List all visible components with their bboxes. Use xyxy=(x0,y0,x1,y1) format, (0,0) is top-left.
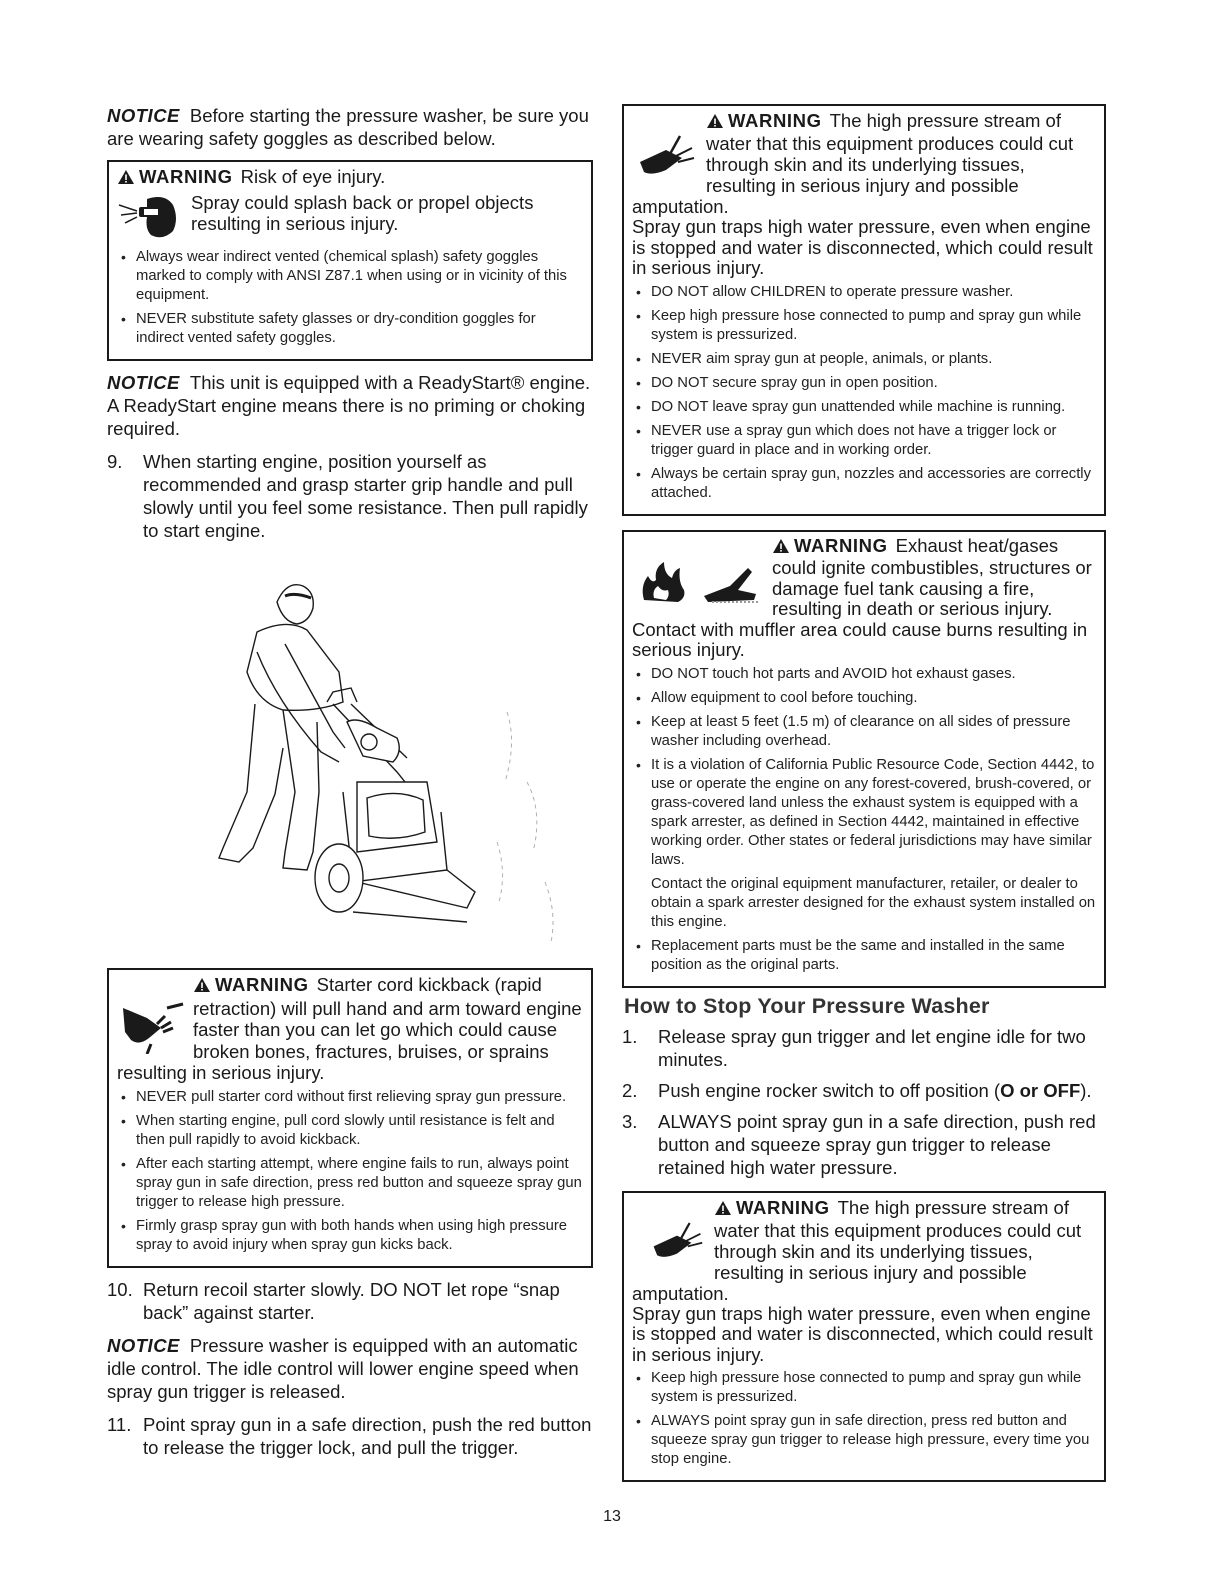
warning-high-pressure-stream xyxy=(622,104,1106,516)
list-item: • NEVER use a spray gun which does not have a trigger lock or trigger guard in place and in working order. xyxy=(632,422,1098,460)
warning-label: WARNING xyxy=(794,534,888,556)
step-number: 10. xyxy=(107,1278,133,1300)
section-heading: How to Stop Your Pressure Washer xyxy=(624,993,990,1018)
warning-head: The high pressure stream of water that this equipment produces could cut through skin and its underlying tissues, resulting in serious injury and possible amputation. xyxy=(632,110,1074,217)
list-item: • Keep at least 5 feet (1.5 m) of clearance on all sides of pressure washer including overhead. xyxy=(632,713,1098,751)
list-item: • NEVER aim spray gun at people, animals, or plants. xyxy=(632,350,1098,369)
step-text: When starting engine, position yourself as recommended and grasp starter grip handle and pull slowly until you feel some resistance. Then pull rapidly to start engine. xyxy=(143,451,588,541)
warning-head: Risk of eye injury. xyxy=(240,166,386,187)
step-text: Return recoil starter slowly. DO NOT let rope “snap back” against starter. xyxy=(143,1278,560,1323)
kickback-hand-icon xyxy=(121,998,187,1059)
list-item: • Always be certain spray gun, nozzles and accessories are correctly attached. xyxy=(632,465,1098,503)
page-number: 13 xyxy=(603,1508,621,1525)
warning-body: Spray could splash back or propel objects resulting in serious injury. xyxy=(191,192,534,234)
step-text-after: ). xyxy=(1080,1079,1092,1101)
step-bold-text: O or OFF xyxy=(1000,1079,1081,1101)
step-text: Release spray gun trigger and let engine idle for two minutes. xyxy=(658,1025,1086,1070)
step-10 xyxy=(107,1278,593,1324)
warning-triangle-icon xyxy=(772,538,790,559)
list-item: • DO NOT touch hot parts and AVOID hot exhaust gases. xyxy=(632,665,1098,684)
stop-step-2 xyxy=(622,1079,1106,1102)
warning-label: WARNING xyxy=(736,1196,830,1218)
warning-body: Spray gun traps high water pressure, even when engine is stopped and water is disconnected, which could result in serious injury. xyxy=(632,216,1093,278)
list-item: • Replacement parts must be the same and installed in the same position as the original parts. xyxy=(632,937,1098,975)
step-9 xyxy=(107,450,593,542)
warning-stream-list xyxy=(632,283,1098,503)
warning-eye-list xyxy=(117,248,585,348)
step-number: 9. xyxy=(107,451,123,472)
step-text: Point spray gun in a safe direction, push the red button to release the trigger lock, and pull the trigger. xyxy=(143,1413,592,1458)
warning-kickback xyxy=(107,968,593,1268)
list-item: • ALWAYS point spray gun in safe direction, press red button and squeeze spray gun trigger to release high pressure, every time you stop engine. xyxy=(632,1412,1098,1469)
spray-injection-icon xyxy=(636,132,696,185)
warning-exhaust xyxy=(622,530,1106,988)
step-number: 1. xyxy=(622,1025,638,1047)
warning-kickback-list xyxy=(117,1088,585,1255)
list-item: • NEVER pull starter cord without first relieving spray gun pressure. xyxy=(117,1088,585,1107)
warning-body: Contact with muffler area could cause burns resulting in serious injury. xyxy=(632,618,1088,660)
operator-illustration xyxy=(107,552,593,962)
list-item: • It is a violation of California Public Resource Code, Section 4442, to use or operate the engine on any forest-covered, brush-covered, or grass-covered land unless the exhaust system is equipped with a spark arrester, as defined in Section 4442, maintained in effective working order. Other states or federal jurisdictions may have similar laws. xyxy=(632,756,1098,870)
warning-triangle-icon xyxy=(117,168,135,189)
warning-high-pressure-stream-2 xyxy=(622,1191,1106,1483)
warning-label: WARNING xyxy=(728,110,822,131)
list-item: • Allow equipment to cool before touching. xyxy=(632,689,1098,708)
list-item: • Firmly grasp spray gun with both hands when using high pressure spray to avoid injury when spray gun kicks back. xyxy=(117,1217,585,1255)
warning-label: WARNING xyxy=(215,974,309,995)
list-item: • Keep high pressure hose connected to pump and spray gun while system is pressurized. xyxy=(632,1369,1098,1407)
step-text: Push engine rocker switch to off position ( xyxy=(658,1079,1001,1101)
notice-label: NOTICE xyxy=(107,105,180,126)
stop-step-3 xyxy=(622,1110,1106,1179)
list-item: • DO NOT leave spray gun unattended while machine is running. xyxy=(632,398,1098,417)
goggles-splash-icon xyxy=(117,193,183,246)
warning-label: WARNING xyxy=(139,166,233,187)
list-item: • Always wear indirect vented (chemical splash) safety goggles marked to comply with ANSI Z87.1 when using or in vicinity of this equipment. xyxy=(117,248,585,305)
warning-head: Starter cord kickback (rapid retraction) will pull hand and arm toward engine faster than you can let go which could cause broken bones, fractures, bruises, or sprains resulting in serious injury. xyxy=(117,974,582,1083)
notice-text: This unit is equipped with a ReadyStart® engine. A ReadyStart engine means there is no priming or choking required. xyxy=(107,372,591,439)
warning-eye-injury xyxy=(107,160,593,361)
warning-head: The high pressure stream of water that this equipment produces could cut through skin and its underlying tissues, resulting in serious injury and possible amputation. xyxy=(632,1196,1082,1304)
warning-triangle-icon xyxy=(706,112,724,133)
left-column xyxy=(107,104,593,1469)
fire-burn-icon xyxy=(638,560,762,609)
warning-stream2-list xyxy=(632,1369,1098,1469)
warning-exhaust-list-end xyxy=(632,937,1098,975)
right-column xyxy=(622,104,1106,1482)
spray-injection-icon xyxy=(650,1219,704,1268)
notice-idle-control xyxy=(107,1334,593,1403)
notice-text: Pressure washer is equipped with an automatic idle control. The idle control will lower engine speed when spray gun trigger is released. xyxy=(107,1334,579,1402)
step-text: ALWAYS point spray gun in a safe direction, push red button and squeeze spray gun trigger to release retained high water pressure. xyxy=(658,1110,1096,1178)
warning-body: Spray gun traps high water pressure, even when engine is stopped and water is disconnected, which could result in serious injury. xyxy=(632,1302,1093,1365)
step-number: 3. xyxy=(622,1110,638,1132)
step-number: 2. xyxy=(622,1079,638,1101)
warning-triangle-icon xyxy=(714,1199,732,1220)
step-number: 11. xyxy=(107,1413,132,1435)
step-11 xyxy=(107,1413,593,1459)
warning-head: Exhaust heat/gases could ignite combustibles, structures or damage fuel tank causing a fire, resulting in death or serious injury. xyxy=(772,534,1092,619)
notice-goggles xyxy=(107,104,593,150)
stop-step-1 xyxy=(622,1025,1106,1071)
notice-label: NOTICE xyxy=(107,372,180,393)
notice-text: Before starting the pressure washer, be sure you are wearing safety goggles as described below. xyxy=(107,105,589,149)
warning-triangle-icon xyxy=(193,976,211,998)
list-item: • When starting engine, pull cord slowly until resistance is felt and then pull rapidly to avoid kickback. xyxy=(117,1112,585,1150)
list-item: • NEVER substitute safety glasses or dry-condition goggles for indirect vented safety goggles. xyxy=(117,310,585,348)
notice-readystart xyxy=(107,371,593,440)
list-item: • After each starting attempt, where engine fails to run, always point spray gun in safe direction, press red button and squeeze spray gun trigger to release high pressure. xyxy=(117,1155,585,1212)
warning-exhaust-list xyxy=(632,665,1098,870)
list-item: • DO NOT allow CHILDREN to operate pressure washer. xyxy=(632,283,1098,302)
notice-label: NOTICE xyxy=(107,1334,180,1356)
list-item: • DO NOT secure spray gun in open position. xyxy=(632,374,1098,393)
list-item: • Keep high pressure hose connected to pump and spray gun while system is pressurized. xyxy=(632,307,1098,345)
spark-arrester-contact: Contact the original equipment manufacturer, retailer, or dealer to obtain a spark arrester designed for the exhaust system installed on this engine. xyxy=(651,875,1096,930)
